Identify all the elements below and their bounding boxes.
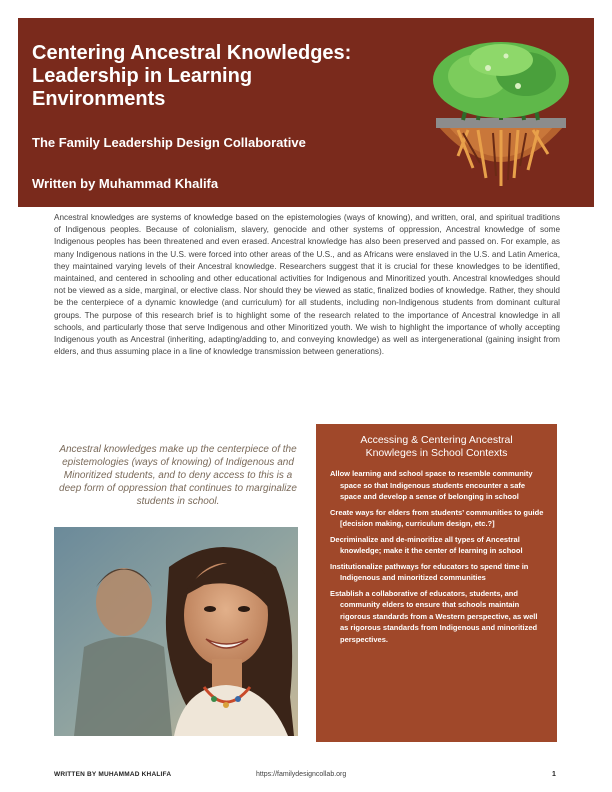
- tree-with-roots-icon: [418, 38, 584, 188]
- title-line-1: Centering Ancestral Knowledges:: [32, 42, 352, 64]
- header-banner: [18, 18, 594, 207]
- sidebar-list-item: Decriminalize and de-minoritize all types of Ancestral knowledge; make it the center of learning in school: [330, 534, 523, 555]
- student-photo-image: [54, 527, 298, 736]
- sidebar-list: [330, 468, 546, 649]
- byline: Written by Muhammad Khalifa: [32, 176, 219, 191]
- sidebar-list-item: Institutionalize pathways for educators to spend time in Indigenous and minoritized communities: [330, 561, 529, 582]
- sidebar-list-item: Create ways for elders from students’ communities to guide [decision making, curriculum design, etc.?]: [330, 507, 544, 528]
- page-title: [32, 42, 412, 111]
- intro-paragraph: Ancestral knowledges are systems of knowledge based on the epistemologies (ways of knowing), and written, oral, and spiritual traditions of Indigenous peoples. Because of colonialism, slavery, genocide and other systems of oppression, Ancestral knowledge of some Indigenous peoples has been threatened and even erased. Ancestral knowledge has also been preserved and passed on. For example, as many Indigenous nations in the U.S. were forced into other areas of the U.S., and as Africans were enslaved in the U.S. and Latin America, they maintained varying levels of their Ancestral knowledge. Researchers suggest that it is crucial for these knowledges to be identified, maintained, and centered in schooling and other educational activities for Indigenous and Minoritized youth. Ancestral knowledges should not be viewed as a side, marginal, or elective class. Nor should they be viewed as static, finalized bodies of knowledge. Rather, they should be the centerpiece of a dynamic knowledge (and curriculum) for all students, including non-Indigenous students from dominant cultural groups. The purpose of this research brief is to highlight some of the research related to the importance of Ancestral knowledge in all schools, and particularly those that serve Indigenous and other Minoritized youth. We wish to highlight the importance of wholly accepting Indigenous youth as Ancestral (inheriting, adapting/adding to, and conveying knowledge) as well as intergenerational (gaining insight from elders, and thus assuming place in a line of knowledge transmission between generations).: [54, 213, 560, 357]
- sidebar-list-item: Allow learning and school space to resemble community space so that Indigenous students encounter a safe space and develop a sense of belonging in school: [330, 469, 533, 501]
- sidebar-list-item: Establish a collaborative of educators, students, and community elders to ensure that schools maintain rigorous standards from a Western perspective, as well as rigorous standards from Indigenous and minoritized perspectives.: [330, 588, 538, 644]
- page-number: 1: [552, 771, 556, 778]
- sidebar-title-line-1: Accessing & Centering Ancestral: [360, 434, 513, 446]
- sidebar-box: [316, 424, 557, 742]
- footer-url[interactable]: https://familydesigncollab.org: [256, 771, 347, 778]
- sidebar-title-line-2: Knowleges in School Contexts: [365, 447, 508, 459]
- sidebar-title: [316, 434, 557, 460]
- student-photo: [54, 527, 298, 736]
- title-line-2: Leadership in Learning: [32, 65, 253, 87]
- footer-author: WRITTEN BY MUHAMMAD KHALIFA: [54, 771, 172, 778]
- title-line-3: Environments: [32, 88, 166, 110]
- pull-quote: Ancestral knowledges make up the centerpiece of the epistemologies (ways of knowing) of Indigenous and Minoritized students, and to deny access to this is a deep form of oppression that continues to marginalize students in school.: [59, 444, 297, 507]
- subtitle: The Family Leadership Design Collaborative: [32, 135, 306, 150]
